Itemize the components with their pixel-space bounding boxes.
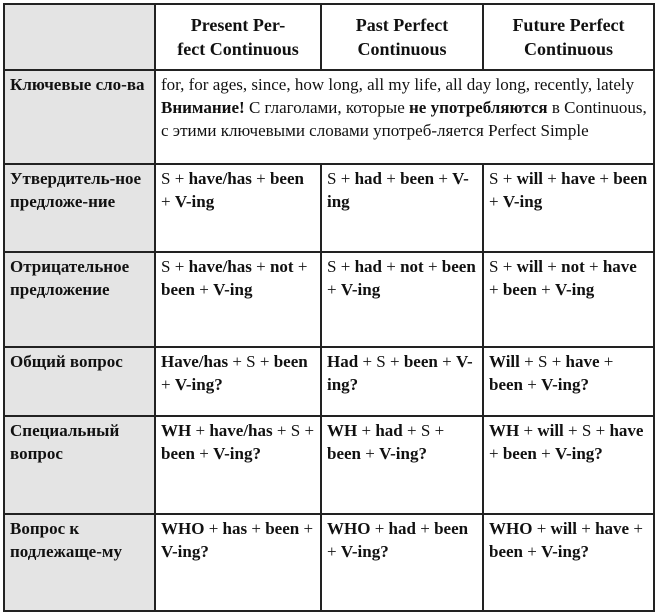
formula-cell — [483, 252, 654, 348]
formula-token: will — [537, 421, 564, 441]
formula-token: V-ing? — [379, 444, 427, 464]
formula-token: S — [246, 352, 256, 372]
formula-token: V-ing? — [541, 375, 589, 395]
formula-token: + — [161, 375, 175, 395]
formula-token: + — [336, 256, 355, 276]
formula-cell — [155, 347, 321, 416]
formula-token: + — [251, 168, 270, 188]
table-row — [4, 164, 654, 252]
formula-token: has — [222, 519, 248, 539]
formula-token: + — [327, 279, 341, 299]
formula-token: + — [402, 421, 421, 441]
formula-cell — [483, 164, 654, 252]
formula-token: + — [595, 168, 614, 188]
formula-token: + — [370, 519, 389, 539]
formula-token: WH — [161, 421, 192, 441]
formula-cell — [321, 252, 483, 348]
formula-token: + — [519, 421, 538, 441]
attention-label: Внимание! — [161, 98, 245, 117]
formula-token: + — [300, 421, 315, 441]
formula-token: been — [441, 256, 476, 276]
formula-token: S — [537, 352, 548, 372]
table-row — [4, 347, 654, 416]
keywords-cell — [155, 70, 654, 164]
formula-token: V-ing — [340, 279, 381, 299]
formula-token: + — [358, 352, 377, 372]
formula-token: S — [376, 352, 386, 372]
column-header-line: Continuous — [523, 38, 614, 59]
formula-token: been — [161, 279, 195, 299]
column-header-line: Present Per- — [190, 14, 286, 35]
table-row — [4, 416, 654, 514]
formula-token: been — [403, 352, 438, 372]
column-header-line: Continuous — [357, 38, 447, 59]
formula-token: + — [361, 444, 380, 464]
formula-token: S — [161, 168, 171, 188]
formula-token: been — [613, 168, 648, 188]
formula-token: Had — [327, 352, 359, 372]
formula-token: S — [420, 421, 431, 441]
formula-token: V-ing? — [213, 444, 261, 464]
row-label: Общий вопрос — [4, 347, 155, 416]
formula-token: + — [385, 352, 404, 372]
formula-token: + — [498, 168, 517, 188]
formula-token: been — [489, 542, 523, 562]
formula-token: + — [255, 352, 274, 372]
formula-token: V-ing — [174, 191, 215, 211]
formula-cell — [155, 416, 321, 514]
formula-token: WH — [327, 421, 358, 441]
row-label: Утвердитель-ное предложе-ние — [4, 164, 155, 252]
formula-token: V-ing — [554, 279, 595, 299]
formula-token: + — [272, 421, 291, 441]
keywords-row — [4, 70, 654, 164]
row-label: Вопрос к подлежаще-му — [4, 514, 155, 611]
column-header-line: fect Continuous — [177, 38, 299, 59]
column-header-line: Past Perfect — [355, 14, 449, 35]
formula-token: + — [423, 256, 442, 276]
formula-token: + — [204, 519, 223, 539]
formula-token: + — [381, 168, 401, 188]
formula-token: V-ing — [213, 279, 253, 299]
formula-cell — [155, 514, 321, 611]
formula-token: WHO — [327, 519, 371, 539]
formula-token: S — [489, 168, 499, 188]
formula-token: + — [161, 191, 175, 211]
formula-token: WHO — [489, 519, 533, 539]
formula-token: + — [437, 352, 456, 372]
formula-token: V-ing? — [541, 542, 589, 562]
column-header-line: Future Perfect — [512, 14, 625, 35]
formula-token: + — [543, 256, 562, 276]
formula-token: been — [269, 168, 304, 188]
formula-token: will — [516, 256, 544, 276]
formula-token: S — [327, 256, 337, 276]
formula-token: + — [523, 542, 542, 562]
formula-token: have — [595, 519, 630, 539]
formula-token: had — [388, 519, 416, 539]
formula-token: V-ing — [327, 168, 469, 211]
formula-cell — [483, 514, 654, 611]
formula-token: been — [327, 444, 361, 464]
formula-token: + — [299, 519, 314, 539]
formula-cell — [483, 416, 654, 514]
note-emphasis: не употребляются — [408, 98, 548, 117]
formula-token: + — [415, 519, 435, 539]
formula-token: Have/has — [161, 352, 229, 372]
formula-token: been — [434, 519, 469, 539]
formula-token: + — [536, 444, 555, 464]
column-header-present — [155, 4, 321, 70]
formula-token: been — [161, 444, 195, 464]
formula-token: S — [327, 168, 337, 188]
formula-token: + — [489, 191, 503, 211]
formula-token: have — [565, 352, 600, 372]
formula-token: + — [489, 279, 503, 299]
formula-token: been — [265, 519, 300, 539]
note-text: С глаголами, которые — [244, 98, 409, 117]
formula-token: + — [547, 352, 566, 372]
formula-token: + — [191, 421, 210, 441]
formula-token: + — [563, 421, 582, 441]
table-row — [4, 252, 654, 348]
formula-token: been — [489, 375, 523, 395]
formula-cell — [483, 347, 654, 416]
formula-token: + — [251, 256, 270, 276]
formula-token: + — [434, 168, 453, 188]
formula-token: + — [381, 256, 401, 276]
formula-cell — [321, 514, 483, 611]
formula-token: had — [375, 421, 403, 441]
formula-token: + — [195, 444, 214, 464]
formula-token: + — [599, 352, 614, 372]
formula-cell — [321, 347, 483, 416]
tenses-table — [3, 3, 655, 612]
formula-token: been — [273, 352, 308, 372]
formula-token: + — [543, 168, 562, 188]
formula-token: S — [581, 421, 592, 441]
formula-token: + — [591, 421, 610, 441]
formula-token: + — [498, 256, 517, 276]
formula-token: + — [228, 352, 247, 372]
formula-token: + — [357, 421, 376, 441]
formula-token: not — [269, 256, 294, 276]
formula-token: WH — [489, 421, 520, 441]
column-header-future — [483, 4, 654, 70]
formula-token: + — [584, 256, 603, 276]
formula-token: S — [489, 256, 499, 276]
formula-token: S — [161, 256, 171, 276]
formula-token: + — [327, 542, 341, 562]
note-text: в Continuous, с этими ключевыми словами употреб-ляется Perfect Simple — [161, 98, 647, 140]
header-row — [4, 4, 654, 70]
formula-token: + — [170, 256, 189, 276]
formula-rows — [4, 164, 654, 611]
formula-cell — [321, 164, 483, 252]
formula-token: V-ing — [502, 191, 543, 211]
formula-token: have/has — [188, 168, 252, 188]
formula-cell — [155, 252, 321, 348]
formula-token: + — [430, 421, 445, 441]
formula-token: Will — [489, 352, 520, 372]
formula-token: V-ing? — [554, 444, 603, 464]
formula-cell — [321, 416, 483, 514]
formula-token: been — [400, 168, 435, 188]
formula-token: have — [602, 256, 637, 276]
formula-token: been — [502, 279, 537, 299]
formula-token: + — [519, 352, 538, 372]
row-label: Отрицательное предложение — [4, 252, 155, 348]
formula-token: + — [532, 519, 551, 539]
formula-token: + — [195, 279, 214, 299]
formula-token: + — [523, 375, 542, 395]
formula-token: had — [354, 256, 382, 276]
formula-token: + — [489, 444, 503, 464]
formula-token: have/has — [209, 421, 273, 441]
formula-cell — [155, 164, 321, 252]
formula-token: been — [502, 444, 537, 464]
formula-token: + — [577, 519, 596, 539]
formula-token: + — [293, 256, 308, 276]
keywords-list: for, for ages, since, how long, all my life, all day long, recently, lately — [161, 75, 635, 94]
formula-token: have — [609, 421, 644, 441]
row-label: Специальный вопрос — [4, 416, 155, 514]
formula-token: + — [629, 519, 643, 539]
formula-token: will — [550, 519, 577, 539]
formula-token: S — [290, 421, 301, 441]
keywords-label: Ключевые сло-ва — [4, 70, 155, 164]
formula-token: + — [247, 519, 266, 539]
formula-token: not — [561, 256, 585, 276]
formula-token: will — [516, 168, 544, 188]
column-header-past — [321, 4, 483, 70]
formula-token: + — [170, 168, 189, 188]
table-row — [4, 514, 654, 611]
formula-token: have/has — [188, 256, 252, 276]
formula-token: V-ing? — [340, 542, 389, 562]
formula-token: + — [336, 168, 355, 188]
formula-token: have — [561, 168, 596, 188]
formula-token: + — [536, 279, 555, 299]
formula-token: V-ing? — [174, 375, 223, 395]
formula-token: V-ing? — [161, 542, 209, 562]
formula-token: had — [354, 168, 382, 188]
corner-cell — [4, 4, 155, 70]
formula-token: V-ing? — [327, 352, 473, 395]
formula-token: not — [400, 256, 424, 276]
formula-token: WHO — [161, 519, 205, 539]
